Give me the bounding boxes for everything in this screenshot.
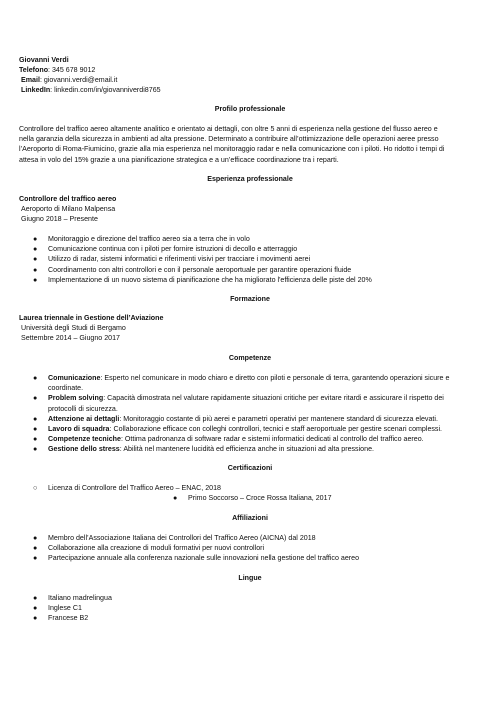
list-item: ● Coordinamento con altri controllori e con il personale aeroportuale per garantire operazioni fluide	[33, 265, 352, 274]
linkedin-label: LinkedIn	[21, 86, 51, 94]
experience-bullets	[33, 234, 483, 285]
bullet-icon: ●	[33, 414, 38, 423]
list-item: ● Monitoraggio e direzione del traffico aereo sia a terra che in volo	[33, 235, 250, 243]
profile-line: attesa in volo del 15% grazie a una pianificazione strategica e a un’efficace coordinazione tra i reparti.	[19, 155, 339, 164]
linkedin-value: : linkedin.com/in/giovanniverdi8765	[50, 86, 161, 94]
list-item: ● Comunicazione continua con i piloti per fornire istruzioni di decollo e atterraggio	[33, 245, 298, 254]
bullet-icon: ●	[33, 394, 38, 403]
education-heading: Formazione	[230, 295, 270, 303]
skills-bullets	[33, 373, 485, 455]
skill-item: ● Competenze tecniche: Ottima padronanza di software radar e sistemi informatici dedicati al controllo del traffico aereo.	[33, 435, 424, 444]
phone-value: : 345 678 9012	[48, 66, 96, 74]
bullet-icon: ●	[33, 235, 38, 243]
list-item: ● Francese B2	[33, 614, 89, 623]
email-value: : giovanni.verdi@email.it	[39, 76, 118, 84]
bullet-icon: ●	[33, 534, 38, 542]
bullet-icon: ●	[33, 594, 38, 602]
bullet-icon: ●	[33, 275, 38, 284]
phone-line	[19, 65, 95, 75]
profile-heading: Profilo professionale	[214, 105, 286, 113]
email-line	[21, 75, 117, 85]
list-item: ● Partecipazione annuale alla conferenza nazionale sulle innovazioni nella gestione del traffico aereo	[33, 554, 360, 563]
affiliations-heading: Affiliazioni	[232, 514, 268, 522]
profile-line: l’Aeroporto di Roma-Fiumicino, grazie alla mia esperienza nel monitoraggio radar e nella comunicazione con i piloti. Ho ridotto i tempi di	[19, 145, 445, 154]
certifications-list	[33, 483, 473, 493]
profile-paragraph	[19, 124, 481, 165]
bullet-icon: ●	[33, 445, 38, 454]
degree-title: Laurea triennale in Gestione dell’Aviazione	[19, 314, 164, 322]
experience-heading: Esperienza professionale	[207, 175, 293, 183]
bullet-icon: ●	[33, 265, 38, 274]
list-item: ● Italiano madrelingua	[33, 594, 112, 602]
bullet-icon: ●	[33, 425, 38, 434]
list-item: ○ Licenza di Controllore del Traffico Aereo – ENAC, 2018	[33, 484, 221, 492]
list-item: ● Collaborazione alla creazione di moduli formativi per nuovi controllori	[33, 544, 265, 553]
email-label: Email	[21, 76, 40, 84]
bullet-icon: ●	[33, 544, 38, 553]
certifications-heading: Certificazioni	[227, 464, 273, 472]
languages-heading: Lingue	[238, 574, 262, 582]
linkedin-line	[21, 85, 161, 95]
list-item: ● Inglese C1	[33, 604, 82, 613]
skill-item: ● Attenzione ai dettagli: Monitoraggio costante di più aerei e parametri operativi per mantenere standard di sicurezza elevati.	[33, 414, 438, 423]
education-dates: Settembre 2014 – Giugno 2017	[21, 334, 120, 342]
certifications-list-nested	[173, 493, 473, 503]
bullet-icon: ●	[33, 255, 38, 264]
bullet-icon: ●	[33, 554, 38, 563]
job-title: Controllore del traffico aereo	[19, 195, 117, 203]
bullet-icon: ○	[33, 484, 38, 492]
skill-item: ● Gestione dello stress: Abilità nel mantenere lucidità ed efficienza anche in situazioni ad alta pressione.	[33, 445, 374, 454]
bullet-icon: ●	[33, 435, 38, 444]
candidate-name: Giovanni Verdi	[19, 56, 69, 64]
list-item: ● Primo Soccorso – Croce Rossa Italiana, 2017	[173, 494, 332, 502]
bullet-icon: ●	[33, 604, 38, 613]
list-item: ● Implementazione di un nuovo sistema di pianificazione che ha migliorato l'efficienza delle piste del 20%	[33, 275, 372, 284]
school-name: Università degli Studi di Bergamo	[21, 324, 126, 332]
bullet-icon: ●	[33, 374, 38, 382]
skills-heading: Competenze	[228, 354, 272, 362]
skill-item: ● Problem solving: Capacità dimostrata nel valutare rapidamente situazioni critiche per evitare ritardi e assicurare il rispetto dei protocolli di sicurezza.	[33, 394, 444, 413]
bullet-icon: ●	[173, 494, 178, 502]
employer: Aeroporto di Milano Malpensa	[21, 205, 116, 213]
affiliations-list	[33, 533, 473, 564]
bullet-icon: ●	[33, 614, 38, 623]
phone-label: Telefono	[19, 66, 49, 74]
bullet-icon: ●	[33, 245, 38, 254]
skill-item: ● Comunicazione: Esperto nel comunicare in modo chiaro e diretto con piloti e personale di terra, garantendo operazioni sicure e coordinate.	[33, 374, 450, 393]
job-dates: Giugno 2018 – Presente	[21, 215, 98, 223]
list-item: ● Membro dell’Associazione Italiana dei Controllori del Traffico Aereo (AICNA) dal 2018	[33, 534, 316, 542]
profile-line: nella garanzia della sicurezza in ambienti ad alta pressione. Determinato a contribuire all’ottimizzazione delle operazioni aeree presso	[19, 135, 439, 144]
list-item: ● Utilizzo di radar, sistemi informatici e riferimenti visivi per tracciare i movimenti aerei	[33, 255, 311, 264]
languages-list	[33, 593, 333, 624]
skill-item: ● Lavoro di squadra: Collaborazione efficace con colleghi controllori, tecnici e staff aeroportuale per gestire scenari complessi.	[33, 425, 443, 434]
profile-line: Controllore del traffico aereo altamente analitico e orientato ai dettagli, con oltre 5 anni di esperienza nella gestione del flusso aereo e	[19, 125, 438, 133]
